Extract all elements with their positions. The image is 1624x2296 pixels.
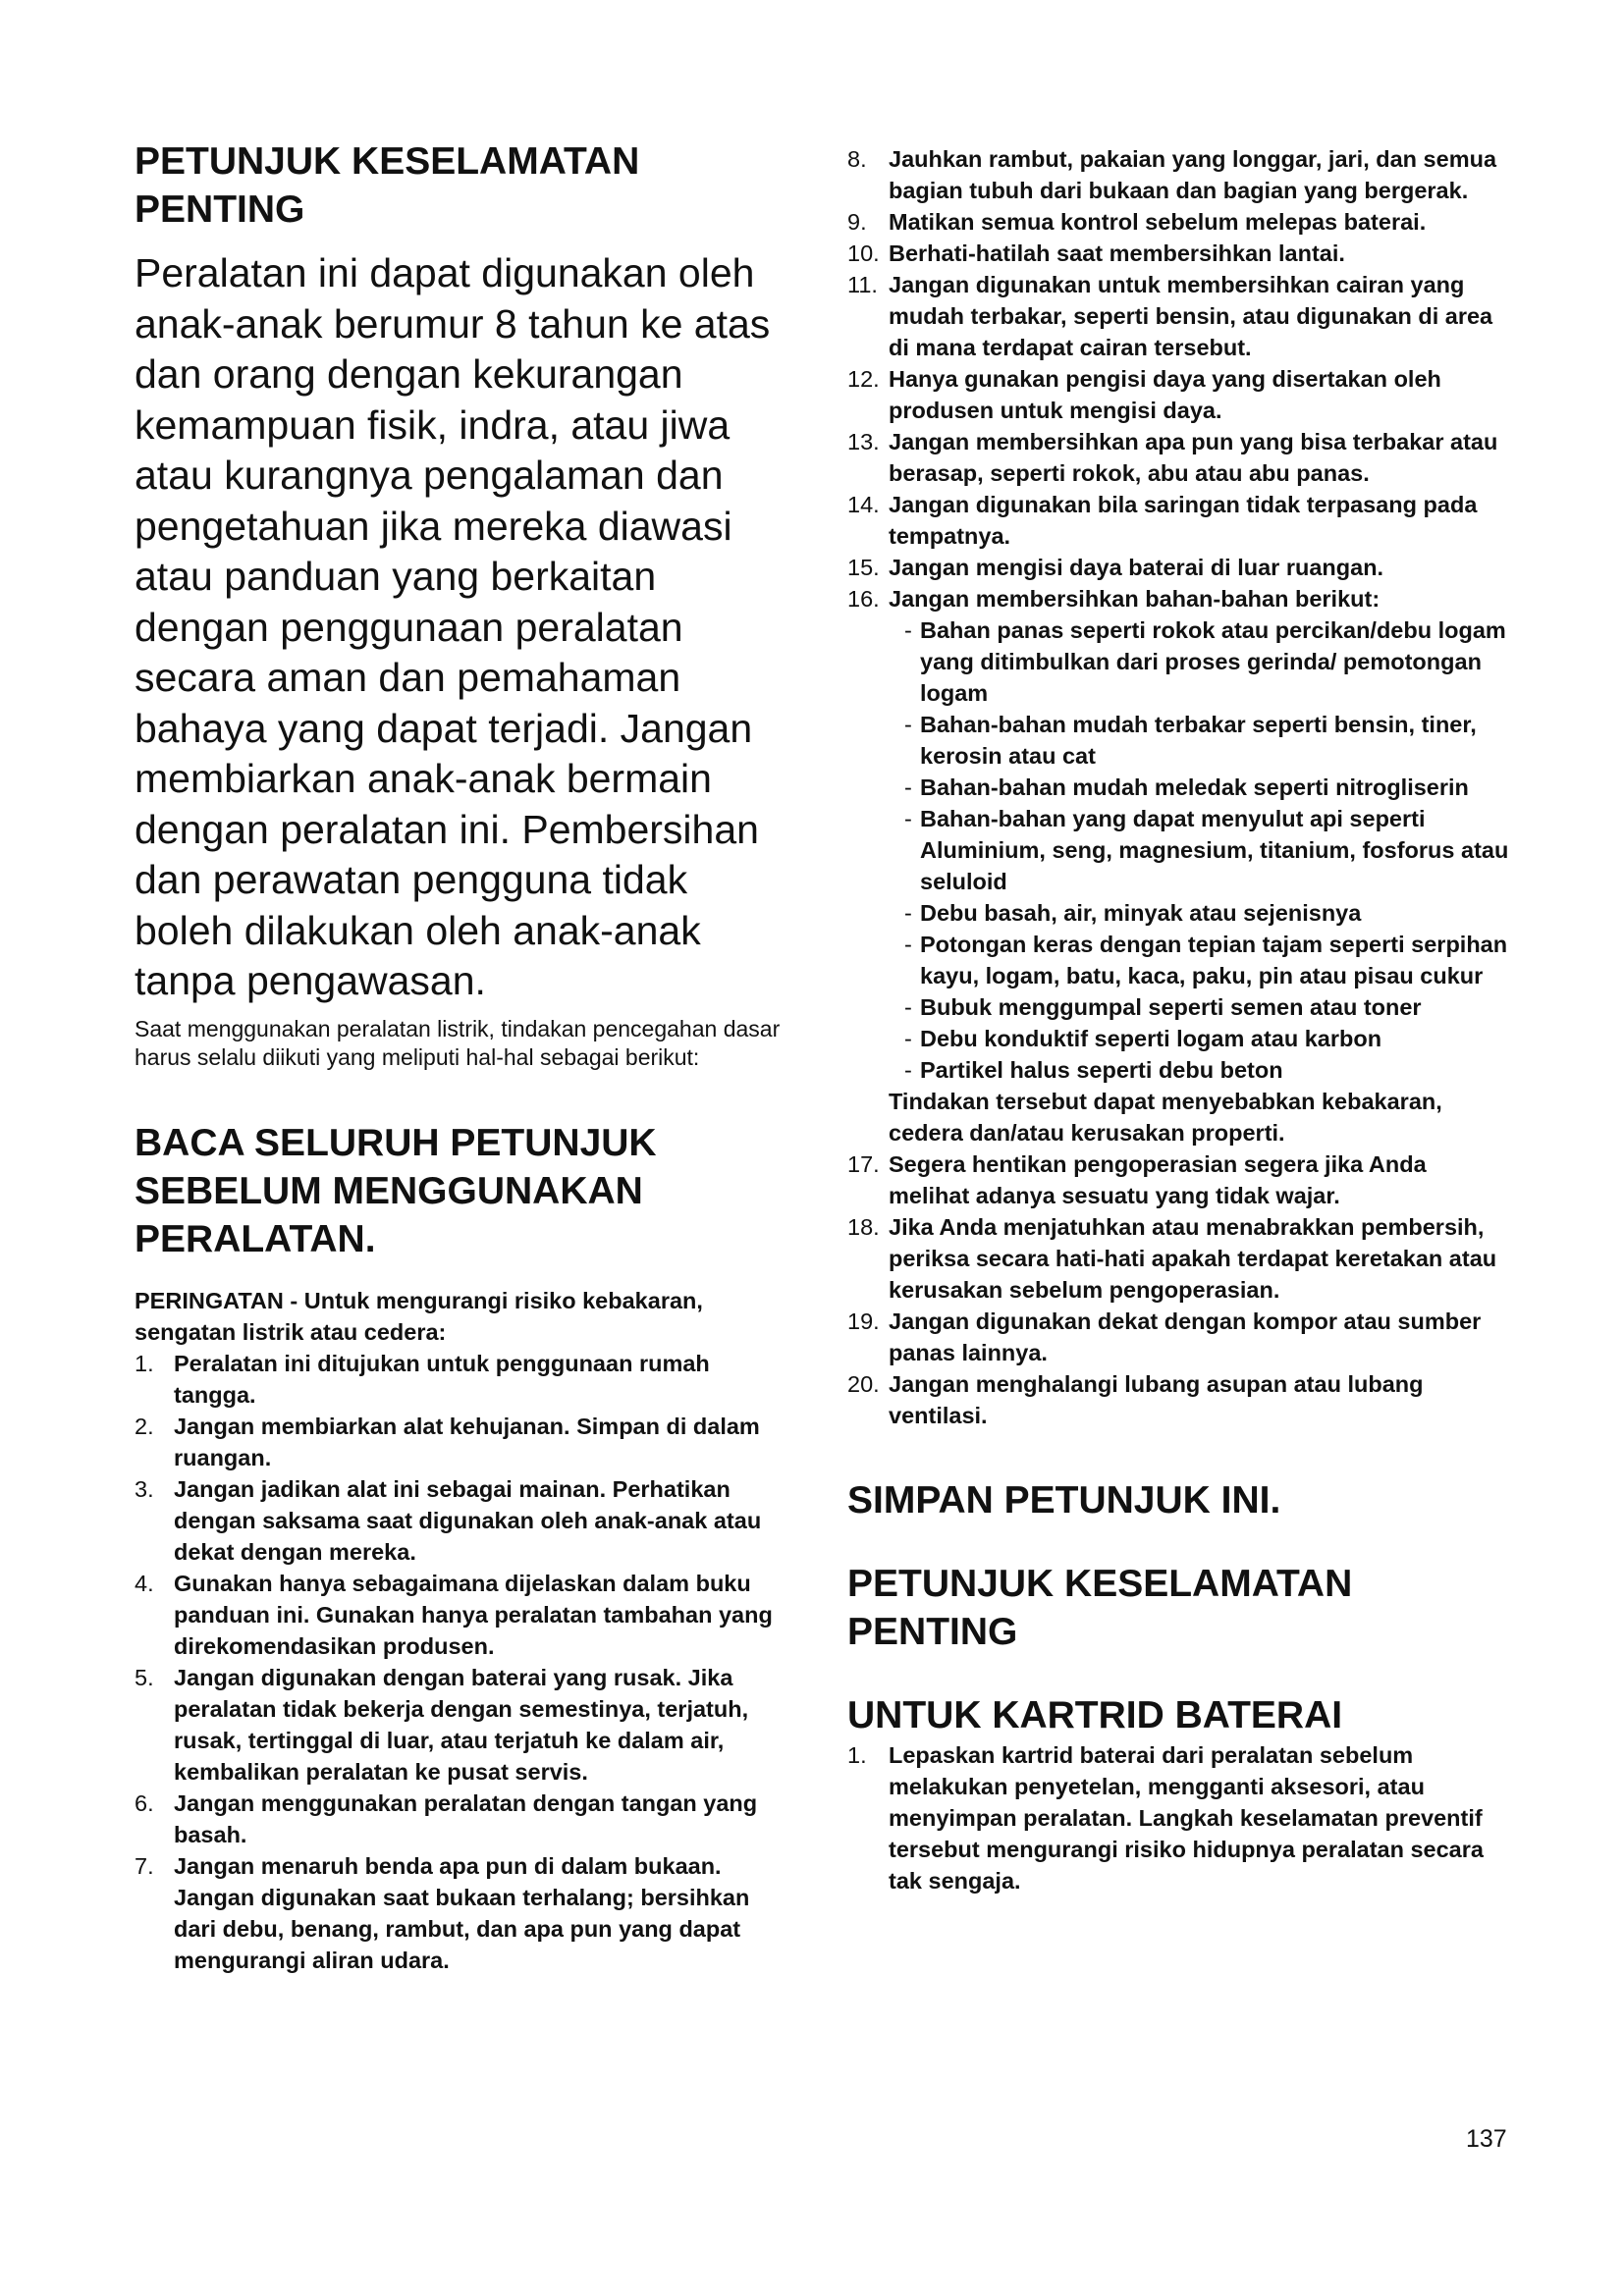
dash-marker: - xyxy=(904,774,912,800)
sublist-text: Bubuk menggumpal seperti semen atau toner xyxy=(920,994,1422,1020)
safety-heading-battery: PETUNJUK KESELAMATAN PENTING xyxy=(847,1563,1353,1653)
item-text: Jangan digunakan untuk membersihkan cairan yang mudah terbakar, seperti bensin, atau digunakan di area di mana terdapat cairan tersebut. xyxy=(889,272,1493,360)
dash-marker: - xyxy=(904,617,912,643)
item-number: 9. xyxy=(847,209,867,235)
item-text: Jangan membersihkan bahan-bahan berikut: xyxy=(889,586,1380,612)
list-item xyxy=(847,583,1512,1148)
item-text: Matikan semua kontrol sebelum melepas baterai. xyxy=(889,209,1427,235)
list-item xyxy=(135,1473,783,1568)
item-number: 15. xyxy=(847,555,880,580)
materials-consequence: Tindakan tersebut dapat menyebabkan kebakaran, cedera dan/atau kerusakan properti. xyxy=(889,1089,1442,1146)
sublist-text: Potongan keras dengan tepian tajam seperti serpihan kayu, logam, batu, kaca, paku, pin atau pisau cukur xyxy=(920,932,1508,988)
item-number: 20. xyxy=(847,1371,880,1397)
list-item xyxy=(847,1148,1512,1211)
sublist-text: Debu basah, air, minyak atau sejenisnya xyxy=(920,900,1362,926)
item-text: Jangan menaruh benda apa pun di dalam bukaan. Jangan digunakan saat bukaan terhalang; bersihkan dari debu, benang, rambut, dan apa pun yang dapat mengurangi aliran udara. xyxy=(174,1852,750,1973)
item-text: Jangan jadikan alat ini sebagai mainan. Perhatikan dengan saksama saat digunakan oleh anak-anak atau dekat dengan mereka. xyxy=(174,1475,762,1565)
item-number: 6. xyxy=(135,1789,154,1816)
save-instructions-heading: SIMPAN PETUNJUK INI. xyxy=(847,1479,1281,1522)
list-item xyxy=(847,363,1512,426)
materials-sublist xyxy=(889,614,1512,1086)
list-item xyxy=(135,1348,783,1411)
item-number: 16. xyxy=(847,586,880,612)
sublist-text: Bahan-bahan mudah meledak seperti nitrogliserin xyxy=(920,774,1469,800)
list-item xyxy=(847,269,1512,363)
item-number: 14. xyxy=(847,492,880,517)
dash-marker: - xyxy=(904,806,912,831)
list-item xyxy=(847,426,1512,489)
warning-paragraph xyxy=(135,1285,783,1348)
sublist-item xyxy=(896,897,1512,929)
list-item xyxy=(847,206,1512,238)
item-text: Peralatan ini ditujukan untuk penggunaan rumah tangga. xyxy=(174,1350,710,1408)
sublist-text: Debu konduktif seperti logam atau karbon xyxy=(920,1026,1382,1051)
battery-cartridge-heading: UNTUK KARTRID BATERAI xyxy=(847,1694,1343,1736)
sublist-item xyxy=(896,991,1512,1023)
battery-instruction-list xyxy=(847,1739,1512,1896)
item-number: 11. xyxy=(847,272,878,297)
dash-marker: - xyxy=(904,932,912,957)
list-item xyxy=(847,489,1512,552)
item-number: 7. xyxy=(135,1852,154,1879)
page-number: 137 xyxy=(1466,2125,1507,2153)
sublist-item xyxy=(896,803,1512,897)
item-number: 19. xyxy=(847,1308,880,1334)
sublist-item xyxy=(896,1023,1512,1054)
item-text: Jangan menghalangi lubang asupan atau lubang ventilasi. xyxy=(889,1371,1424,1428)
item-number: 10. xyxy=(847,240,880,266)
item-number: 1. xyxy=(847,1742,867,1768)
item-text: Jangan membiarkan alat kehujanan. Simpan di dalam ruangan. xyxy=(174,1413,760,1470)
item-number: 3. xyxy=(135,1475,154,1502)
read-instructions-heading: BACA SELURUH PETUNJUK SEBELUM MENGGUNAKAN PERALATAN. xyxy=(135,1121,657,1260)
item-number: 2. xyxy=(135,1413,154,1439)
item-text: Jika Anda menjatuhkan atau menabrakkan pembersih, periksa secara hati-hati apakah terdapat keretakan atau kerusakan sebelum pengoperasian. xyxy=(889,1214,1497,1303)
item-text: Jangan digunakan dengan baterai yang rusak. Jika peralatan tidak bekerja dengan semestinya, terjatuh, rusak, tertinggal di luar, atau terjatuh ke dalam air, kembalikan peralatan ke pusat servis. xyxy=(174,1664,749,1785)
item-text: Berhati-hatilah saat membersihkan lantai. xyxy=(889,240,1345,266)
right-column xyxy=(847,143,1512,1896)
list-item xyxy=(847,238,1512,269)
safety-heading: PETUNJUK KESELAMATAN PENTING xyxy=(135,140,640,231)
dash-marker: - xyxy=(904,900,912,926)
warning-label: PERINGATAN xyxy=(135,1287,284,1313)
item-number: 12. xyxy=(847,366,880,392)
list-item xyxy=(135,1568,783,1662)
left-column xyxy=(135,137,783,1976)
dash-marker: - xyxy=(904,994,912,1020)
item-number: 4. xyxy=(135,1570,154,1596)
item-text: Jauhkan rambut, pakaian yang longgar, jari, dan semua bagian tubuh dari bukaan dan bagian yang bergerak. xyxy=(889,146,1497,203)
item-text: Jangan menggunakan peralatan dengan tangan yang basah. xyxy=(174,1789,758,1847)
list-item xyxy=(847,1368,1512,1431)
item-number: 17. xyxy=(847,1151,880,1177)
dash-marker: - xyxy=(904,1057,912,1083)
sublist-item xyxy=(896,772,1512,803)
list-item xyxy=(135,1788,783,1850)
intro-statement: Peralatan ini dapat digunakan oleh anak-anak berumur 8 tahun ke atas dan orang dengan kekurangan kemampuan fisik, indra, atau jiwa atau kurangnya pengalaman dan pengetahuan jika mereka diawasi atau panduan yang berkaitan dengan penggunaan peralatan secara aman dan pemahaman bahaya yang dapat terjadi. Jangan membiarkan anak-anak bermain dengan peralatan ini. Pembersihan dan perawatan pengguna tidak boleh dilakukan oleh anak-anak tanpa pengawasan. xyxy=(135,250,771,1003)
item-text: Jangan membersihkan apa pun yang bisa terbakar atau berasap, seperti rokok, abu atau abu panas. xyxy=(889,429,1498,486)
list-item xyxy=(135,1662,783,1788)
item-text: Jangan digunakan bila saringan tidak terpasang pada tempatnya. xyxy=(889,492,1478,549)
list-item xyxy=(847,1306,1512,1368)
sublist-text: Bahan-bahan mudah terbakar seperti bensin, tiner, kerosin atau cat xyxy=(920,712,1477,769)
item-text: Gunakan hanya sebagaimana dijelaskan dalam buku panduan ini. Gunakan hanya peralatan tambahan yang direkomendasikan produsen. xyxy=(174,1570,773,1659)
sublist-item xyxy=(896,709,1512,772)
sublist-text: Bahan panas seperti rokok atau percikan/debu logam yang ditimbulkan dari proses gerinda/ pemotongan logam xyxy=(920,617,1506,706)
item-text: Jangan mengisi daya baterai di luar ruangan. xyxy=(889,555,1384,580)
item-text: Hanya gunakan pengisi daya yang disertakan oleh produsen untuk mengisi daya. xyxy=(889,366,1441,423)
item-number: 13. xyxy=(847,429,880,454)
instruction-list-left xyxy=(135,1348,783,1976)
sublist-item xyxy=(896,614,1512,709)
sublist-item xyxy=(896,929,1512,991)
list-item xyxy=(847,1211,1512,1306)
sublist-item xyxy=(896,1054,1512,1086)
item-text: Jangan digunakan dekat dengan kompor atau sumber panas lainnya. xyxy=(889,1308,1482,1365)
list-item xyxy=(135,1411,783,1473)
instruction-list-right xyxy=(847,143,1512,1431)
warning-text: - Untuk mengurangi risiko kebakaran, sengatan listrik atau cedera: xyxy=(135,1287,703,1345)
item-number: 18. xyxy=(847,1214,880,1240)
dash-marker: - xyxy=(904,1026,912,1051)
item-text: Lepaskan kartrid baterai dari peralatan sebelum melakukan penyetelan, mengganti aksesori, atau menyimpan peralatan. Langkah keselamatan preventif tersebut mengurangi risiko hidupnya peralatan secara tak sengaja. xyxy=(889,1742,1484,1894)
item-number: 8. xyxy=(847,146,867,172)
list-item xyxy=(847,143,1512,206)
item-number: 5. xyxy=(135,1664,154,1690)
list-item xyxy=(847,1739,1512,1896)
item-text: Segera hentikan pengoperasian segera jika Anda melihat adanya sesuatu yang tidak wajar. xyxy=(889,1151,1427,1208)
intro-precautions: Saat menggunakan peralatan listrik, tindakan pencegahan dasar harus selalu diikuti yang meliputi hal-hal sebagai berikut: xyxy=(135,1015,781,1070)
sublist-text: Partikel halus seperti debu beton xyxy=(920,1057,1283,1083)
list-item xyxy=(135,1850,783,1976)
item-number: 1. xyxy=(135,1350,154,1376)
dash-marker: - xyxy=(904,712,912,737)
sublist-text: Bahan-bahan yang dapat menyulut api seperti Aluminium, seng, magnesium, titanium, fosforus atau seluloid xyxy=(920,806,1509,894)
list-item xyxy=(847,552,1512,583)
